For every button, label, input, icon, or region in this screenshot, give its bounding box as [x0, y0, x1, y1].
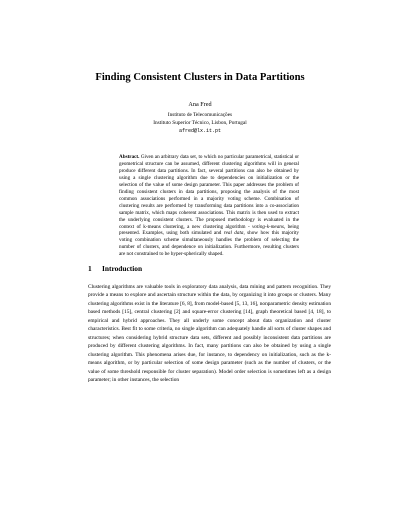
abstract-italic-1: voting-k-means	[252, 223, 284, 230]
affiliation-line-2: Instituto Superior Técnico, Lisbon, Portugal	[153, 119, 247, 126]
abstract-text-3: , show how this majority voting combination scheme simultaneously handles the problem of selecting the number of clusters, and dependence on initialization. Furthermore, resulting clusters are not constrained to be hyper-spherically shaped.	[119, 230, 299, 258]
abstract-label: Abstract.	[119, 154, 140, 160]
author-email: afred@lx.it.pt	[178, 127, 221, 134]
affiliation-line-1: Instituto de Telecomunicações	[167, 112, 233, 118]
abstract-italic-2: real data	[223, 230, 244, 237]
author-affiliation	[0, 112, 400, 135]
paper-title: Finding Consistent Clusters in Data Partitions	[95, 72, 305, 83]
section-number: 1	[88, 264, 92, 273]
author-name: Ana Fred	[188, 101, 212, 108]
abstract-text-1: Given an arbitrary data set, to which no particular parametrical, statistical or geometrical structure can be assumed, different clustering algorithms will in general produce different data partitions. In fact, several partitions can also be obtained by using a single clustering algorithm due to dependencies on initialization or the selection of the value of some design parameter. This paper addresses the problem of finding consistent clusters in data partitions, proposing the analysis of the most common associations performed in a majority voting scheme. Combination of clustering results are performed by transforming data partitions into a co-association sample matrix, which maps coherent associations. This matrix is then used to extract the underlying consistent clusters. The proposed methodology is evaluated in the context of k-means clustering, a new clustering algorithm -	[119, 154, 299, 230]
abstract-text-2: , being presented. Examples, using both simulated and	[119, 223, 299, 237]
introduction-body: Clustering algorithms are valuable tools in exploratory data analysis, data mining and pattern recognition. They provide a means to explore and ascertain structure within the data, by organizing it into groups or clusters. Many clustering algorithms exist in the literature [6, 8], from model-based [5, 13, 16], nonparametric density estimation based methods [15], central clustering [2] and square-error clustering [14], graph theoretical based [4, 18], to empirical and hybrid approaches. They all underly some concept about data organization and cluster characteristics. Best fit to some criteria, no single algorithm can adequately handle all sorts of cluster shapes and structures; when considering hybrid structure data sets, different and possibly inconsistent data partitions are produced by different clustering algorithms. In fact, many partitions can also be obtained by using a single clustering algorithm. This phenomena arises due, for instance, to dependency on initialization, such as the k-means algorithm, or by particular selection of some design parameter (such as the number of clusters, or the value of some threshold responsible for cluster separation). Model order selection is sometimes left as a design parameter; in other instances, the selection	[88, 284, 331, 383]
section-title: Introduction	[102, 264, 143, 273]
abstract	[119, 154, 299, 258]
section-heading	[88, 264, 142, 273]
